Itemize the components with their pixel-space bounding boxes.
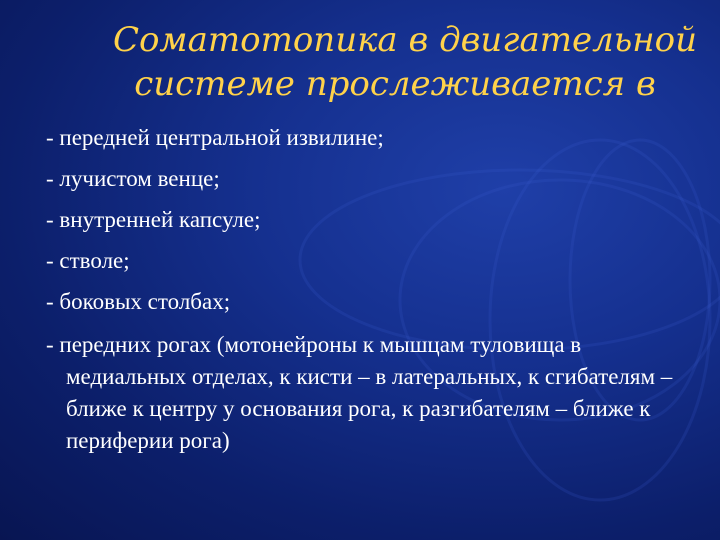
list-item: - передней центральной извилине; bbox=[46, 125, 384, 150]
slide-title-line-2: системе прослеживается в bbox=[134, 64, 656, 104]
list-item: - боковых столбах; bbox=[46, 289, 231, 314]
list-item: - лучистом венце; bbox=[46, 166, 220, 191]
list-item: - внутренней капсуле; bbox=[46, 207, 261, 232]
list-item: - передних рогах (мотонейроны к мышцам туловища в медиальных отделах, к кисти – в латеральных, к сгибателям – ближе к центру у основания рога, к разгибателям – ближе к периферии рога) bbox=[46, 332, 673, 453]
slide-title bbox=[60, 18, 700, 106]
bullet-list bbox=[46, 124, 696, 457]
list-item: - стволе; bbox=[46, 248, 130, 273]
slide-title-line-1: Соматотопика в двигательной bbox=[112, 20, 698, 60]
